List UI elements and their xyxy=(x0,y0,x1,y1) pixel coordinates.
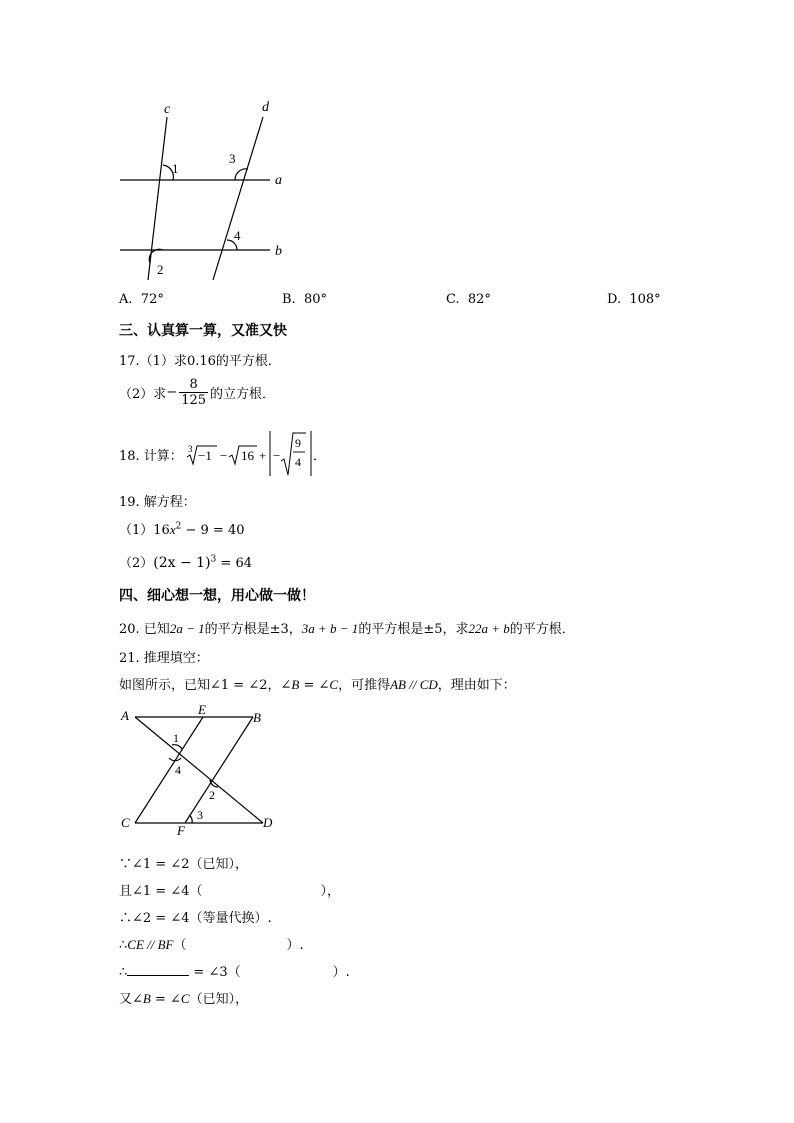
q19-eq2 xyxy=(119,552,252,571)
label-angle2: 2 xyxy=(157,262,164,277)
reason-var: B xyxy=(142,991,151,1006)
reason-text: ）. xyxy=(332,965,350,980)
option-value: 82° xyxy=(467,292,491,307)
line-d xyxy=(213,117,263,280)
inner-minus: − xyxy=(273,448,281,463)
label-A: A xyxy=(121,708,129,723)
label-D: D xyxy=(263,815,273,830)
eq1-rest: − 9 = 40 xyxy=(185,523,245,538)
minus-sign: − xyxy=(220,448,228,463)
q21-intro-var: AB // CD xyxy=(390,677,438,692)
q20-text: 的平方根是±5，求 xyxy=(358,622,469,637)
denominator: 125 xyxy=(181,393,207,408)
q20-expr: 2a − 1 xyxy=(169,621,205,636)
reason-line6 xyxy=(119,988,248,1007)
q19-eq1 xyxy=(119,519,244,538)
cube-root-radicand: −1 xyxy=(198,448,212,463)
option-letter: A. xyxy=(119,292,133,307)
q20-text: 20. 已知 xyxy=(119,622,170,637)
label-a: a xyxy=(275,173,282,188)
q17-part2-suffix: 的立方根． xyxy=(210,387,276,402)
q18-expression xyxy=(181,428,331,478)
q17-part1-prefix: 17.（1）求 xyxy=(119,354,187,369)
option-d xyxy=(607,292,661,307)
eq2-exponent: 3 xyxy=(210,554,217,565)
label-angle2: 2 xyxy=(209,788,215,802)
reason-text: = ∠ xyxy=(150,992,181,1007)
q20-expr: 3a + b − 1 xyxy=(301,621,359,636)
reason-line2 xyxy=(119,880,340,899)
reason-expr: CE // BF xyxy=(127,937,174,952)
segment-bf xyxy=(185,717,253,823)
eq2-label: （2） xyxy=(119,556,154,571)
section3-heading: 三、认真算一算，又准又快 xyxy=(119,323,287,339)
cube-root-index: 3 xyxy=(188,444,193,454)
label-angle4: 4 xyxy=(175,763,181,777)
eq2-rest: = 64 xyxy=(220,556,252,571)
label-angle1: 1 xyxy=(172,161,179,176)
frac-numerator: 9 xyxy=(295,436,301,450)
q18-prefix: 18. 计算： xyxy=(119,449,183,464)
reason-line4 xyxy=(119,934,304,953)
reason-text: ）， xyxy=(320,884,341,899)
option-letter: B. xyxy=(282,292,296,307)
reason-line5 xyxy=(119,961,350,980)
q20-expr: 22a + b xyxy=(468,621,510,636)
reason-text: 且∠1 = ∠4（ xyxy=(119,884,203,899)
parallel-lines-figure xyxy=(110,95,300,290)
eq1-variable: x xyxy=(169,522,176,537)
fraction xyxy=(179,377,208,408)
numerator: 8 xyxy=(179,377,208,393)
eq2-body: (2x − 1) xyxy=(153,555,211,571)
q21-intro-text: = ∠ xyxy=(299,678,330,693)
option-c xyxy=(446,292,491,307)
q17-part1-value: 0.16 xyxy=(186,354,216,369)
q17-part1-suffix: 的平方根． xyxy=(215,354,281,369)
sqrt-sign-fraction xyxy=(281,433,306,475)
q20-text: 的平方根是±3， xyxy=(204,622,302,637)
eq1-coeff: 16 xyxy=(153,523,170,538)
label-B: B xyxy=(253,710,261,725)
reason-text: （ xyxy=(173,938,187,953)
section4-heading: 四、细心想一想，用心做一做！ xyxy=(119,588,315,604)
sqrt-radicand: 16 xyxy=(241,448,254,463)
option-value: 72° xyxy=(140,292,164,307)
q17-part1 xyxy=(119,350,281,369)
label-angle3: 3 xyxy=(197,808,203,822)
eq1-label: （1） xyxy=(119,523,154,538)
q18 xyxy=(119,428,379,478)
fill-in-blank[interactable] xyxy=(127,963,189,976)
option-a xyxy=(119,292,164,307)
label-angle4: 4 xyxy=(234,228,241,243)
option-value: 80° xyxy=(303,292,327,307)
label-d: d xyxy=(262,100,269,115)
q21-intro xyxy=(119,674,516,693)
option-letter: C. xyxy=(446,292,460,307)
parallelogram-figure xyxy=(115,703,290,838)
q21-intro-text: 如图所示，已知∠1 = ∠2，∠ xyxy=(119,678,292,693)
label-angle3: 3 xyxy=(229,151,236,166)
period: ． xyxy=(313,448,327,463)
label-c: c xyxy=(164,102,171,117)
q20-text: 的平方根． xyxy=(509,622,575,637)
reason-text: = ∠3（ xyxy=(193,965,241,980)
label-angle1: 1 xyxy=(173,731,179,745)
q21-intro-var: C xyxy=(329,677,339,692)
line-c xyxy=(148,117,167,280)
frac-denominator: 4 xyxy=(295,455,301,469)
reason-line1: ∵∠1 = ∠2（已知）， xyxy=(119,857,248,872)
option-value: 108° xyxy=(629,292,661,307)
reason-text: ∴ xyxy=(119,938,128,953)
option-letter: D. xyxy=(607,292,622,307)
q19-title: 19. 解方程： xyxy=(119,495,196,510)
reason-var: C xyxy=(180,991,190,1006)
reason-text: ）. xyxy=(286,938,304,953)
q17-part2 xyxy=(119,377,275,408)
eq1-exponent: 2 xyxy=(175,521,182,532)
minus-sign: − xyxy=(166,385,178,400)
reason-text: 又∠ xyxy=(119,992,143,1007)
reason-text: （已知）， xyxy=(189,992,249,1007)
segment-ce xyxy=(135,717,203,823)
q17-part2-prefix: （2）求 xyxy=(119,387,167,402)
q21-title: 21. 推理填空： xyxy=(119,651,209,666)
label-E: E xyxy=(198,703,206,717)
reason-text: ∴ xyxy=(119,965,128,980)
q20 xyxy=(119,618,575,637)
angle4-arc xyxy=(169,758,181,761)
q21-intro-text: ，理由如下： xyxy=(437,678,516,693)
plus-sign: + xyxy=(259,448,267,463)
reason-line3: ∴∠2 = ∠4（等量代换）. xyxy=(119,911,272,926)
label-b: b xyxy=(275,244,282,259)
q21-intro-var: B xyxy=(291,677,300,692)
label-C: C xyxy=(121,815,130,830)
option-b xyxy=(282,292,327,307)
q21-intro-text: ，可推得 xyxy=(338,678,391,693)
label-F: F xyxy=(177,823,185,838)
